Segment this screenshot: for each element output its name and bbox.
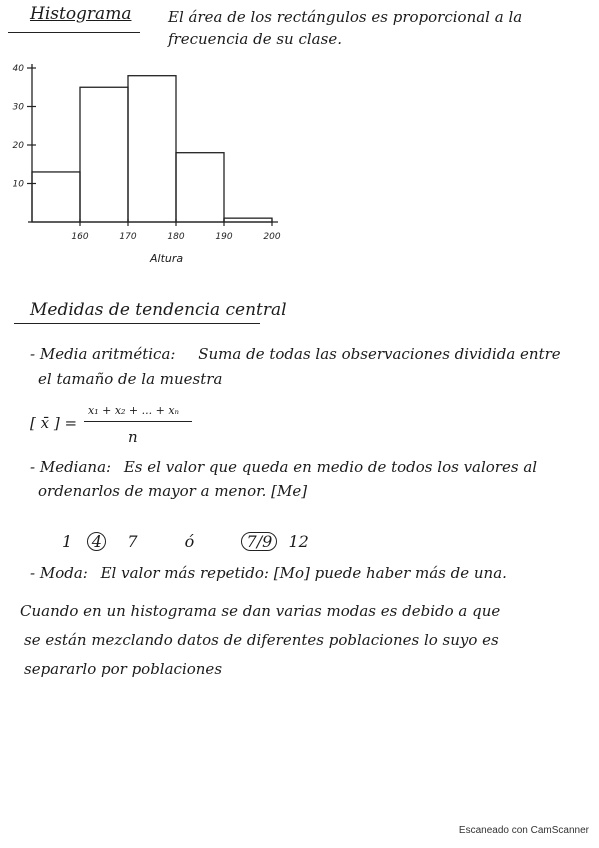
example-separator: ó [184,532,195,551]
y-tick-label-10: 10 [12,179,24,190]
histogram-bar-160-170 [80,87,128,222]
example-value-1: 1 [62,532,73,551]
median-example [62,532,309,551]
media-text-line-2: el tamaño de la muestra [38,370,223,388]
central-tendency-title: Medidas de tendencia central [30,300,287,320]
example-median-even: 7/9 [241,532,277,551]
histogram-title: Histograma [30,4,132,24]
moda-definition [30,564,507,582]
media-text: Suma de todas las observaciones dividida entre [198,345,561,363]
paragraph-line-2: se están mezclando datos de diferentes poblaciones lo suyo es [24,631,499,649]
media-label: - Media aritmética: [30,345,176,363]
example-value-7: 7 [127,532,138,551]
histogram-bar-170-180 [128,76,176,222]
example-value-12: 12 [288,532,309,551]
formula-lhs: [ x̄ ] = [30,414,78,432]
histogram-bar-150-160 [32,172,80,222]
histogram-bar-180-190 [176,153,224,222]
media-definition [30,345,561,363]
histogram-chart [0,0,599,280]
y-tick-label-30: 30 [12,102,24,113]
x-tick-label-180: 180 [167,232,185,242]
x-tick-label-170: 170 [119,232,137,242]
y-tick-label-40: 40 [12,64,24,74]
x-tick-label-190: 190 [215,232,233,242]
histogram-x-axis-label: Altura [150,252,184,265]
mediana-label: - Mediana: [30,458,112,476]
x-tick-label-200: 200 [263,232,281,242]
fraction-bar [84,421,192,422]
histogram-note-line-2: frecuencia de su clase. [168,30,342,48]
mediana-text-line-2: ordenarlos de mayor a menor. [Me] [38,482,308,500]
moda-label: - Moda: [30,564,88,582]
section2-underline [14,323,260,324]
mediana-text: Es el valor que queda en medio de todos los valores al [123,458,538,476]
paragraph-line-1: Cuando en un histograma se dan varias modas es debido a que [20,602,501,620]
histogram-note-line-1: El área de los rectángulos es proporcional a la [168,8,523,26]
x-tick-label-160: 160 [71,232,89,242]
mediana-definition [30,458,537,476]
y-tick-label-20: 20 [12,141,24,151]
formula-denominator: n [128,428,138,446]
formula-numerator: x₁ + x₂ + ... + xₙ [88,404,180,417]
histogram-bar-190-200 [224,218,272,222]
moda-text: El valor más repetido: [Mo] puede haber más de una. [100,564,507,582]
paragraph-line-3: separarlo por poblaciones [24,660,223,678]
example-median-odd: 4 [87,532,106,551]
scanner-watermark: Escaneado con CamScanner [458,825,589,836]
